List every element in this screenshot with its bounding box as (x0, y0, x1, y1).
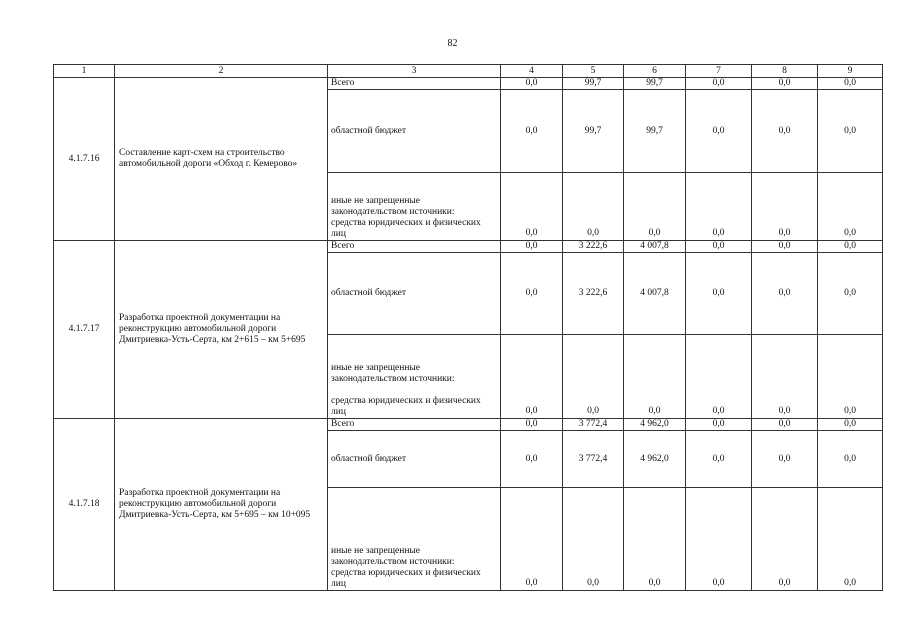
value-cell: 0,0 (501, 488, 563, 591)
header-row (54, 65, 883, 78)
value-cell: 0,0 (818, 431, 883, 488)
header-cell: 7 (686, 65, 752, 78)
value-cell: 0,0 (501, 173, 563, 241)
value-cell: 0,0 (818, 253, 883, 335)
value-cell: 4 962,0 (624, 419, 686, 431)
value-cell: 0,0 (686, 431, 752, 488)
value-cell: 0,0 (686, 419, 752, 431)
item-description: Разработка проектной документации на реконструкцию автомобильной дороги Дмитриевка-Усть-Серта, км 5+695 – км 10+095 (115, 419, 328, 591)
value-cell: 0,0 (686, 78, 752, 90)
item-code: 4.1.7.17 (54, 241, 115, 419)
funding-source-line: иные не запрещенные законодательством источники: (331, 196, 455, 217)
item-code: 4.1.7.16 (54, 78, 115, 241)
item-code: 4.1.7.18 (54, 419, 115, 591)
value-cell: 3 222,6 (563, 241, 624, 253)
funding-source-line: иные не запрещенные законодательством источники: (331, 546, 455, 567)
funding-source: областной бюджет (328, 431, 501, 488)
funding-source: областной бюджет (328, 90, 501, 173)
header-cell: 2 (115, 65, 328, 78)
value-cell: 0,0 (501, 335, 563, 419)
item-description: Составление карт-схем на строительство автомобильной дороги «Обход г. Кемерово» (115, 78, 328, 241)
value-cell: 0,0 (752, 335, 818, 419)
program-table (53, 64, 883, 591)
value-cell: 0,0 (686, 90, 752, 173)
funding-source (328, 335, 501, 419)
value-cell: 99,7 (624, 90, 686, 173)
value-cell: 0,0 (686, 335, 752, 419)
funding-source: Всего (328, 78, 501, 90)
value-cell: 0,0 (624, 335, 686, 419)
value-cell: 0,0 (563, 173, 624, 241)
value-cell: 0,0 (752, 431, 818, 488)
header-cell: 3 (328, 65, 501, 78)
value-cell: 0,0 (752, 78, 818, 90)
funding-source (328, 488, 501, 591)
header-cell: 9 (818, 65, 883, 78)
header-cell: 1 (54, 65, 115, 78)
value-cell: 0,0 (686, 241, 752, 253)
funding-source: областной бюджет (328, 253, 501, 335)
value-cell: 0,0 (686, 253, 752, 335)
value-cell: 3 222,6 (563, 253, 624, 335)
funding-source-line: иные не запрещенные законодательством источники: (331, 363, 455, 384)
value-cell: 0,0 (501, 241, 563, 253)
value-cell: 0,0 (752, 419, 818, 431)
value-cell: 0,0 (752, 488, 818, 591)
value-cell: 0,0 (752, 90, 818, 173)
funding-source-line: средства юридических и физических лиц (331, 568, 481, 589)
value-cell: 3 772,4 (563, 431, 624, 488)
value-cell: 4 007,8 (624, 241, 686, 253)
value-cell: 0,0 (818, 488, 883, 591)
value-cell: 0,0 (818, 78, 883, 90)
header-cell: 8 (752, 65, 818, 78)
value-cell: 4 007,8 (624, 253, 686, 335)
funding-source: Всего (328, 419, 501, 431)
header-cell: 4 (501, 65, 563, 78)
value-cell: 0,0 (563, 488, 624, 591)
table-row (54, 419, 883, 431)
value-cell: 0,0 (686, 173, 752, 241)
value-cell: 99,7 (563, 78, 624, 90)
funding-source: Всего (328, 241, 501, 253)
value-cell: 0,0 (501, 78, 563, 90)
value-cell: 0,0 (752, 253, 818, 335)
funding-source-line: средства юридических и физических лиц (331, 396, 481, 417)
header-cell: 5 (563, 65, 624, 78)
value-cell: 0,0 (818, 241, 883, 253)
value-cell: 0,0 (501, 90, 563, 173)
value-cell: 0,0 (752, 173, 818, 241)
funding-source (328, 173, 501, 241)
table-row (54, 241, 883, 253)
value-cell: 0,0 (818, 90, 883, 173)
value-cell: 0,0 (624, 173, 686, 241)
value-cell: 0,0 (818, 173, 883, 241)
table-row (54, 78, 883, 90)
value-cell: 99,7 (624, 78, 686, 90)
value-cell: 0,0 (501, 253, 563, 335)
value-cell: 99,7 (563, 90, 624, 173)
value-cell: 3 772,4 (563, 419, 624, 431)
value-cell: 0,0 (501, 419, 563, 431)
page-number: 82 (447, 38, 458, 49)
value-cell: 0,0 (686, 488, 752, 591)
funding-source-line: средства юридических и физических лиц (331, 218, 481, 239)
value-cell: 0,0 (501, 431, 563, 488)
value-cell: 0,0 (563, 335, 624, 419)
value-cell: 4 962,0 (624, 431, 686, 488)
value-cell: 0,0 (818, 419, 883, 431)
value-cell: 0,0 (818, 335, 883, 419)
value-cell: 0,0 (624, 488, 686, 591)
item-description: Разработка проектной документации на реконструкцию автомобильной дороги Дмитриевка-Усть-Серта, км 2+615 – км 5+695 (115, 241, 328, 419)
value-cell: 0,0 (752, 241, 818, 253)
header-cell: 6 (624, 65, 686, 78)
